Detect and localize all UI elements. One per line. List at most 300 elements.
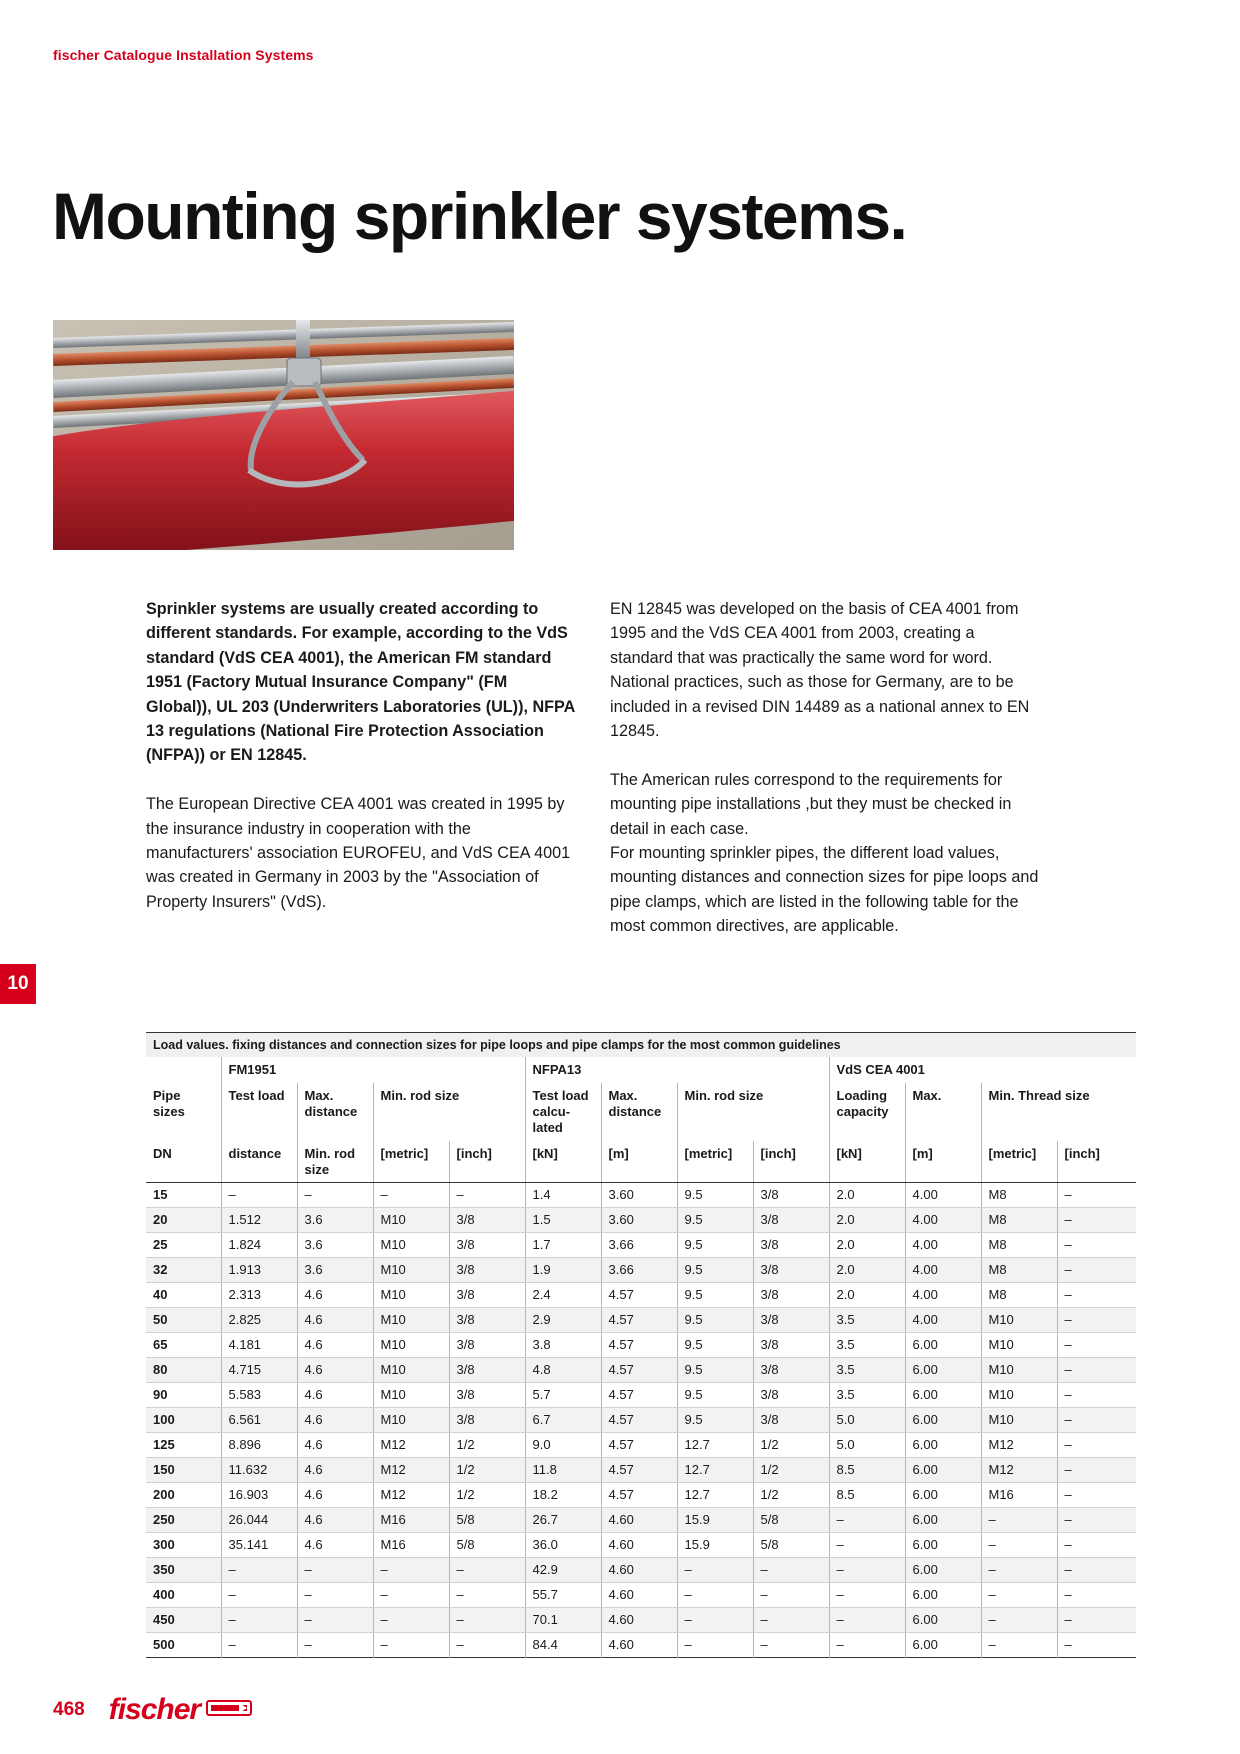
group-fm1951: FM1951 xyxy=(221,1057,525,1083)
table-cell: 9.5 xyxy=(677,1383,753,1408)
table-cell: 6.00 xyxy=(905,1483,981,1508)
table-cell: 3/8 xyxy=(753,1333,829,1358)
table-cell: 4.6 xyxy=(297,1433,373,1458)
table-row xyxy=(146,1358,1136,1383)
table-cell: M12 xyxy=(373,1433,449,1458)
table-cell: 70.1 xyxy=(525,1608,601,1633)
dn-cell: 20 xyxy=(146,1208,221,1233)
table-cell: 5/8 xyxy=(753,1508,829,1533)
table-cell: 3/8 xyxy=(753,1183,829,1208)
unit-header: [m] xyxy=(905,1141,981,1183)
table-cell: – xyxy=(221,1633,297,1658)
table-row xyxy=(146,1333,1136,1358)
table-cell: 9.5 xyxy=(677,1358,753,1383)
table-cell: 1/2 xyxy=(753,1458,829,1483)
table-cell: 8.5 xyxy=(829,1483,905,1508)
table-cell: 3.6 xyxy=(297,1208,373,1233)
table-cell: 2.0 xyxy=(829,1208,905,1233)
table-cell: 4.181 xyxy=(221,1333,297,1358)
table-cell: – xyxy=(829,1633,905,1658)
table-cell: 9.5 xyxy=(677,1308,753,1333)
table-cell: 12.7 xyxy=(677,1433,753,1458)
table-cell: – xyxy=(297,1558,373,1583)
table-cell: – xyxy=(829,1608,905,1633)
table-cell: 4.60 xyxy=(601,1608,677,1633)
table-cell: 1/2 xyxy=(449,1458,525,1483)
table-cell: 3.6 xyxy=(297,1233,373,1258)
table-cell: M10 xyxy=(373,1383,449,1408)
table-cell: 4.57 xyxy=(601,1283,677,1308)
table-cell: M10 xyxy=(981,1333,1057,1358)
table-cell: M12 xyxy=(981,1433,1057,1458)
table-cell: M10 xyxy=(373,1233,449,1258)
table-cell: 3/8 xyxy=(449,1383,525,1408)
table-cell: 4.6 xyxy=(297,1533,373,1558)
header-vds-min-thread-size: Min. Thread size xyxy=(981,1083,1136,1141)
table-cell: 9.5 xyxy=(677,1408,753,1433)
table-row xyxy=(146,1433,1136,1458)
dn-cell: 15 xyxy=(146,1183,221,1208)
table-cell: 5.7 xyxy=(525,1383,601,1408)
table-cell: – xyxy=(373,1183,449,1208)
table-cell: – xyxy=(1057,1608,1136,1633)
table-cell: 3.66 xyxy=(601,1233,677,1258)
table-row xyxy=(146,1408,1136,1433)
table-cell: M12 xyxy=(981,1458,1057,1483)
table-cell: – xyxy=(981,1608,1057,1633)
table-cell: – xyxy=(1057,1483,1136,1508)
table-cell: 1.4 xyxy=(525,1183,601,1208)
table-row xyxy=(146,1558,1136,1583)
table-cell: – xyxy=(373,1558,449,1583)
table-cell: – xyxy=(1057,1233,1136,1258)
table-cell: – xyxy=(449,1633,525,1658)
header-nfpa-min-rod-size: Min. rod size xyxy=(677,1083,829,1141)
table-cell: 2.313 xyxy=(221,1283,297,1308)
dn-cell: 450 xyxy=(146,1608,221,1633)
body-paragraph: The European Directive CEA 4001 was created in 1995 by the insurance industry in cooperation with the manufacturers' association EUROFEU, and VdS CEA 4001 was created in Germany in 2003 by the "Association of Property Insurers" (VdS). xyxy=(146,795,571,911)
table-cell: 84.4 xyxy=(525,1633,601,1658)
table-cell: 1.512 xyxy=(221,1208,297,1233)
table-cell: 6.00 xyxy=(905,1358,981,1383)
page-title: Mounting sprinkler systems. xyxy=(52,179,907,253)
table-cell: – xyxy=(677,1633,753,1658)
unit-header: [inch] xyxy=(753,1141,829,1183)
table-cell: 4.60 xyxy=(601,1533,677,1558)
table-cell: 4.6 xyxy=(297,1383,373,1408)
table-cell: 9.5 xyxy=(677,1183,753,1208)
table-cell: – xyxy=(1057,1633,1136,1658)
table-cell: – xyxy=(449,1608,525,1633)
table-cell: 15.9 xyxy=(677,1533,753,1558)
table-cell: 5.0 xyxy=(829,1408,905,1433)
table-cell: – xyxy=(677,1583,753,1608)
table-cell: 4.715 xyxy=(221,1358,297,1383)
table-cell: 6.00 xyxy=(905,1583,981,1608)
table-cell: 2.9 xyxy=(525,1308,601,1333)
table-cell: – xyxy=(677,1558,753,1583)
table-row xyxy=(146,1383,1136,1408)
table-cell: – xyxy=(753,1633,829,1658)
page-footer xyxy=(53,1690,252,1730)
table-cell: 4.6 xyxy=(297,1408,373,1433)
table-cell: 4.57 xyxy=(601,1458,677,1483)
table-cell: 4.57 xyxy=(601,1433,677,1458)
table-cell: 3.6 xyxy=(297,1258,373,1283)
table-cell: 1/2 xyxy=(449,1433,525,1458)
unit-header: [inch] xyxy=(449,1141,525,1183)
table-cell: – xyxy=(1057,1433,1136,1458)
table-cell: 4.60 xyxy=(601,1583,677,1608)
header-fm-max-distance: Max. distance xyxy=(297,1083,373,1141)
table-cell: – xyxy=(1057,1283,1136,1308)
table-cell: – xyxy=(981,1508,1057,1533)
table-cell: 3/8 xyxy=(449,1258,525,1283)
table-cell: 1/2 xyxy=(753,1483,829,1508)
table-cell: 3.60 xyxy=(601,1208,677,1233)
table-cell: 3.5 xyxy=(829,1358,905,1383)
table-cell: – xyxy=(449,1558,525,1583)
table-cell: M8 xyxy=(981,1183,1057,1208)
table-cell: – xyxy=(1057,1258,1136,1283)
table-cell: 6.00 xyxy=(905,1558,981,1583)
section-tab: 10 xyxy=(0,964,36,1004)
table-cell: M10 xyxy=(373,1283,449,1308)
table-row xyxy=(146,1508,1136,1533)
table-cell: 3/8 xyxy=(753,1358,829,1383)
table-cell: 4.6 xyxy=(297,1283,373,1308)
table-cell: M10 xyxy=(981,1383,1057,1408)
table-cell: – xyxy=(981,1583,1057,1608)
table-cell: M16 xyxy=(373,1533,449,1558)
table-row xyxy=(146,1483,1136,1508)
table-cell: 3.5 xyxy=(829,1333,905,1358)
sprinkler-pipe-photo xyxy=(53,320,514,550)
table-cell: 6.00 xyxy=(905,1508,981,1533)
header-nfpa-max-distance: Max. distance xyxy=(601,1083,677,1141)
table-cell: 3/8 xyxy=(449,1408,525,1433)
table-cell: 4.57 xyxy=(601,1483,677,1508)
table-row xyxy=(146,1258,1136,1283)
table-cell: 9.5 xyxy=(677,1283,753,1308)
table-cell: 2.825 xyxy=(221,1308,297,1333)
table-cell: 3/8 xyxy=(449,1308,525,1333)
header-fm-min-rod-size: Min. rod size xyxy=(373,1083,525,1141)
dn-cell: 32 xyxy=(146,1258,221,1283)
unit-header: DN xyxy=(146,1141,221,1183)
table-row xyxy=(146,1183,1136,1208)
table-cell: 16.903 xyxy=(221,1483,297,1508)
table-cell: 1.913 xyxy=(221,1258,297,1283)
table-cell: – xyxy=(221,1583,297,1608)
table-cell: – xyxy=(1057,1358,1136,1383)
group-nfpa13: NFPA13 xyxy=(525,1057,829,1083)
table-cell: – xyxy=(981,1533,1057,1558)
table-cell: 9.5 xyxy=(677,1333,753,1358)
table-cell: M8 xyxy=(981,1233,1057,1258)
table-cell: 1.9 xyxy=(525,1258,601,1283)
header-vds-loading-capacity: Loading capacity xyxy=(829,1083,905,1141)
dn-cell: 300 xyxy=(146,1533,221,1558)
table-cell: 3/8 xyxy=(449,1233,525,1258)
body-paragraph: For mounting sprinkler pipes, the different load values, mounting distances and connection sizes for pipe loops and pipe clamps, which are listed in the following table for the most common directives, are applicable. xyxy=(610,844,1039,936)
table-cell: 4.6 xyxy=(297,1358,373,1383)
table-cell: M16 xyxy=(981,1483,1057,1508)
catalogue-header: fischer Catalogue Installation Systems xyxy=(53,47,314,63)
header-nfpa-test-load: Test load calcu- lated xyxy=(525,1083,601,1141)
table-cell: – xyxy=(829,1558,905,1583)
dn-cell: 500 xyxy=(153,1637,175,1652)
table-cell: – xyxy=(449,1183,525,1208)
dn-cell: 150 xyxy=(146,1458,221,1483)
table-cell: M10 xyxy=(373,1358,449,1383)
table-cell: 6.00 xyxy=(905,1608,981,1633)
table-cell: 4.57 xyxy=(601,1333,677,1358)
table-cell: 6.00 xyxy=(905,1633,981,1658)
table-cell: M12 xyxy=(373,1458,449,1483)
table-cell: – xyxy=(677,1608,753,1633)
table-cell: M10 xyxy=(981,1408,1057,1433)
unit-header: [kN] xyxy=(525,1141,601,1183)
table-cell: M10 xyxy=(981,1358,1057,1383)
table-caption: Load values. fixing distances and connection sizes for pipe loops and pipe clamps for the most common guidelines xyxy=(146,1033,1136,1058)
table-cell: 3/8 xyxy=(449,1208,525,1233)
table-cell: 15.9 xyxy=(677,1508,753,1533)
table-cell: 4.8 xyxy=(525,1358,601,1383)
unit-header: [m] xyxy=(601,1141,677,1183)
table-cell: 4.57 xyxy=(601,1408,677,1433)
table-cell: 6.00 xyxy=(905,1333,981,1358)
table-cell: – xyxy=(1057,1183,1136,1208)
text-column-right xyxy=(610,597,1040,963)
load-values-table xyxy=(146,1032,1136,1658)
table-cell: 3/8 xyxy=(753,1408,829,1433)
table-cell: 6.7 xyxy=(525,1408,601,1433)
dn-cell: 90 xyxy=(146,1383,221,1408)
table-cell: 3/8 xyxy=(753,1208,829,1233)
table-cell: 1/2 xyxy=(449,1483,525,1508)
header-vds-max: Max. xyxy=(905,1083,981,1141)
table-cell: – xyxy=(1057,1508,1136,1533)
table-cell: – xyxy=(1057,1533,1136,1558)
body-paragraph: EN 12845 was developed on the basis of CEA 4001 from 1995 and the VdS CEA 4001 from 2003, creating a standard that was practically the same word for word. National practices, such as those for Germany, are to be included in a revised DIN 14489 as a national annex to EN 12845. xyxy=(610,600,1030,741)
table-cell: 3.8 xyxy=(525,1333,601,1358)
table-cell: 36.0 xyxy=(525,1533,601,1558)
table-cell: 4.00 xyxy=(905,1308,981,1333)
table-cell: 1.824 xyxy=(221,1233,297,1258)
table-cell: 4.6 xyxy=(297,1333,373,1358)
table-row xyxy=(146,1208,1136,1233)
table-cell: – xyxy=(297,1608,373,1633)
table-cell: 5.583 xyxy=(221,1383,297,1408)
fischer-logo xyxy=(109,1693,252,1727)
table-cell: 5/8 xyxy=(753,1533,829,1558)
table-cell: 6.00 xyxy=(905,1383,981,1408)
table-cell: 3/8 xyxy=(449,1333,525,1358)
table-cell: – xyxy=(753,1608,829,1633)
brand-wordmark: fischer xyxy=(108,1693,201,1726)
dn-cell: 250 xyxy=(146,1508,221,1533)
table-cell: 4.6 xyxy=(297,1483,373,1508)
dn-cell: 350 xyxy=(146,1558,221,1583)
table-cell: 42.9 xyxy=(525,1558,601,1583)
table-cell: 4.00 xyxy=(905,1233,981,1258)
table-row xyxy=(146,1233,1136,1258)
table-cell: 26.7 xyxy=(525,1508,601,1533)
table-cell: – xyxy=(753,1558,829,1583)
table-cell: M10 xyxy=(373,1333,449,1358)
table-cell: 3.5 xyxy=(829,1383,905,1408)
table-cell: 11.632 xyxy=(221,1458,297,1483)
table-cell: 3/8 xyxy=(753,1258,829,1283)
table-cell: 9.0 xyxy=(525,1433,601,1458)
table-cell: 8.5 xyxy=(829,1458,905,1483)
table-row xyxy=(146,1458,1136,1483)
table-cell: – xyxy=(1057,1308,1136,1333)
table-cell: – xyxy=(1057,1333,1136,1358)
intro-paragraph: Sprinkler systems are usually created according to different standards. For example, according to the VdS standard (VdS CEA 4001), the American FM standard 1951 (Factory Mutual Insurance Company" (FM Global)), UL 203 (Underwriters Laboratories (UL)), NFPA 13 regulations (National Fire Protection Association (NFPA)) or EN 12845. xyxy=(146,600,575,765)
table-cell: – xyxy=(373,1633,449,1658)
table-cell: 4.6 xyxy=(297,1458,373,1483)
table-cell: 3/8 xyxy=(753,1308,829,1333)
table-cell: M10 xyxy=(373,1258,449,1283)
table-cell: 2.0 xyxy=(829,1233,905,1258)
page-number: 468 xyxy=(53,1699,85,1720)
table-cell: 3.60 xyxy=(601,1183,677,1208)
table-cell: – xyxy=(1057,1208,1136,1233)
table-cell: – xyxy=(449,1583,525,1608)
table-cell: M10 xyxy=(981,1308,1057,1333)
table-cell: – xyxy=(1057,1383,1136,1408)
table-cell: M8 xyxy=(981,1283,1057,1308)
table-cell: 8.896 xyxy=(221,1433,297,1458)
table-row xyxy=(146,1308,1136,1333)
text-column-left xyxy=(146,597,576,939)
table-cell: 1.7 xyxy=(525,1233,601,1258)
table-cell: – xyxy=(1057,1558,1136,1583)
table-cell: – xyxy=(829,1508,905,1533)
table-cell: – xyxy=(373,1608,449,1633)
table-cell: 5.0 xyxy=(829,1433,905,1458)
table-cell: 2.0 xyxy=(829,1283,905,1308)
blank-cell xyxy=(146,1057,221,1083)
table-cell: 4.57 xyxy=(601,1383,677,1408)
table-cell: 6.00 xyxy=(905,1433,981,1458)
table-cell: 35.141 xyxy=(221,1533,297,1558)
table-cell: 26.044 xyxy=(221,1508,297,1533)
table-cell: 12.7 xyxy=(677,1458,753,1483)
table-cell: 4.00 xyxy=(905,1283,981,1308)
table-cell: 2.0 xyxy=(829,1258,905,1283)
table-cell: 3/8 xyxy=(753,1283,829,1308)
table-cell: – xyxy=(297,1183,373,1208)
fischer-logo-badge-icon xyxy=(206,1698,252,1723)
table-cell: – xyxy=(981,1558,1057,1583)
table-cell: – xyxy=(981,1633,1057,1658)
body-paragraph: The American rules correspond to the requirements for mounting pipe installations ,but they must be checked in detail in each case. xyxy=(610,770,1012,838)
dn-cell: 100 xyxy=(146,1408,221,1433)
table-cell: 4.00 xyxy=(905,1258,981,1283)
dn-cell: 40 xyxy=(146,1283,221,1308)
table-cell: 12.7 xyxy=(677,1483,753,1508)
table-cell: – xyxy=(221,1183,297,1208)
table-cell: M10 xyxy=(373,1408,449,1433)
dn-cell: 200 xyxy=(146,1483,221,1508)
table-cell: – xyxy=(221,1608,297,1633)
header-pipe-sizes: Pipe sizes xyxy=(153,1088,185,1119)
table-cell: 55.7 xyxy=(525,1583,601,1608)
unit-header: Min. rod size xyxy=(297,1141,373,1183)
table-cell: 1.5 xyxy=(525,1208,601,1233)
table-cell: – xyxy=(373,1583,449,1608)
table-cell: – xyxy=(1057,1408,1136,1433)
unit-header: [kN] xyxy=(829,1141,905,1183)
unit-header: distance xyxy=(221,1141,297,1183)
table-cell: M12 xyxy=(373,1483,449,1508)
table-cell: 1/2 xyxy=(753,1433,829,1458)
table-cell: M16 xyxy=(373,1508,449,1533)
table-row xyxy=(146,1633,1136,1658)
table-cell: 4.00 xyxy=(905,1208,981,1233)
table-cell: 6.561 xyxy=(221,1408,297,1433)
unit-header: [metric] xyxy=(677,1141,753,1183)
dn-cell: 125 xyxy=(146,1433,221,1458)
table-cell: 3/8 xyxy=(449,1283,525,1308)
table-cell: 9.5 xyxy=(677,1233,753,1258)
table-cell: 3/8 xyxy=(449,1358,525,1383)
table-cell: – xyxy=(221,1558,297,1583)
table-cell: 4.60 xyxy=(601,1633,677,1658)
dn-cell: 400 xyxy=(146,1583,221,1608)
table-cell: 6.00 xyxy=(905,1408,981,1433)
table-cell: – xyxy=(829,1583,905,1608)
table-cell: 9.5 xyxy=(677,1208,753,1233)
table-cell: 5/8 xyxy=(449,1533,525,1558)
table-cell: 3/8 xyxy=(753,1383,829,1408)
table-cell: 3.66 xyxy=(601,1258,677,1283)
group-vds: VdS CEA 4001 xyxy=(829,1057,1136,1083)
table-cell: 18.2 xyxy=(525,1483,601,1508)
table-cell: M8 xyxy=(981,1208,1057,1233)
table-cell: M10 xyxy=(373,1208,449,1233)
table-cell: – xyxy=(297,1633,373,1658)
table-cell: 6.00 xyxy=(905,1533,981,1558)
dn-cell: 80 xyxy=(146,1358,221,1383)
table-row xyxy=(146,1608,1136,1633)
table-row xyxy=(146,1583,1136,1608)
table-cell: 4.6 xyxy=(297,1308,373,1333)
table-cell: 4.60 xyxy=(601,1558,677,1583)
table-cell: – xyxy=(1057,1458,1136,1483)
table-cell: 2.0 xyxy=(829,1183,905,1208)
table-cell: – xyxy=(297,1583,373,1608)
header-fm-test-load: Test load xyxy=(221,1083,297,1141)
table-cell: 4.60 xyxy=(601,1508,677,1533)
unit-header: [inch] xyxy=(1057,1141,1136,1183)
table-cell: M10 xyxy=(373,1308,449,1333)
table-cell: – xyxy=(1057,1583,1136,1608)
table-cell: M8 xyxy=(981,1258,1057,1283)
dn-cell: 50 xyxy=(146,1308,221,1333)
table-cell: 2.4 xyxy=(525,1283,601,1308)
table-cell: 4.6 xyxy=(297,1508,373,1533)
table-cell: – xyxy=(829,1533,905,1558)
table-cell: 4.57 xyxy=(601,1308,677,1333)
table-row xyxy=(146,1533,1136,1558)
table-cell: 9.5 xyxy=(677,1258,753,1283)
table-cell: 4.00 xyxy=(905,1183,981,1208)
table-cell: 6.00 xyxy=(905,1458,981,1483)
